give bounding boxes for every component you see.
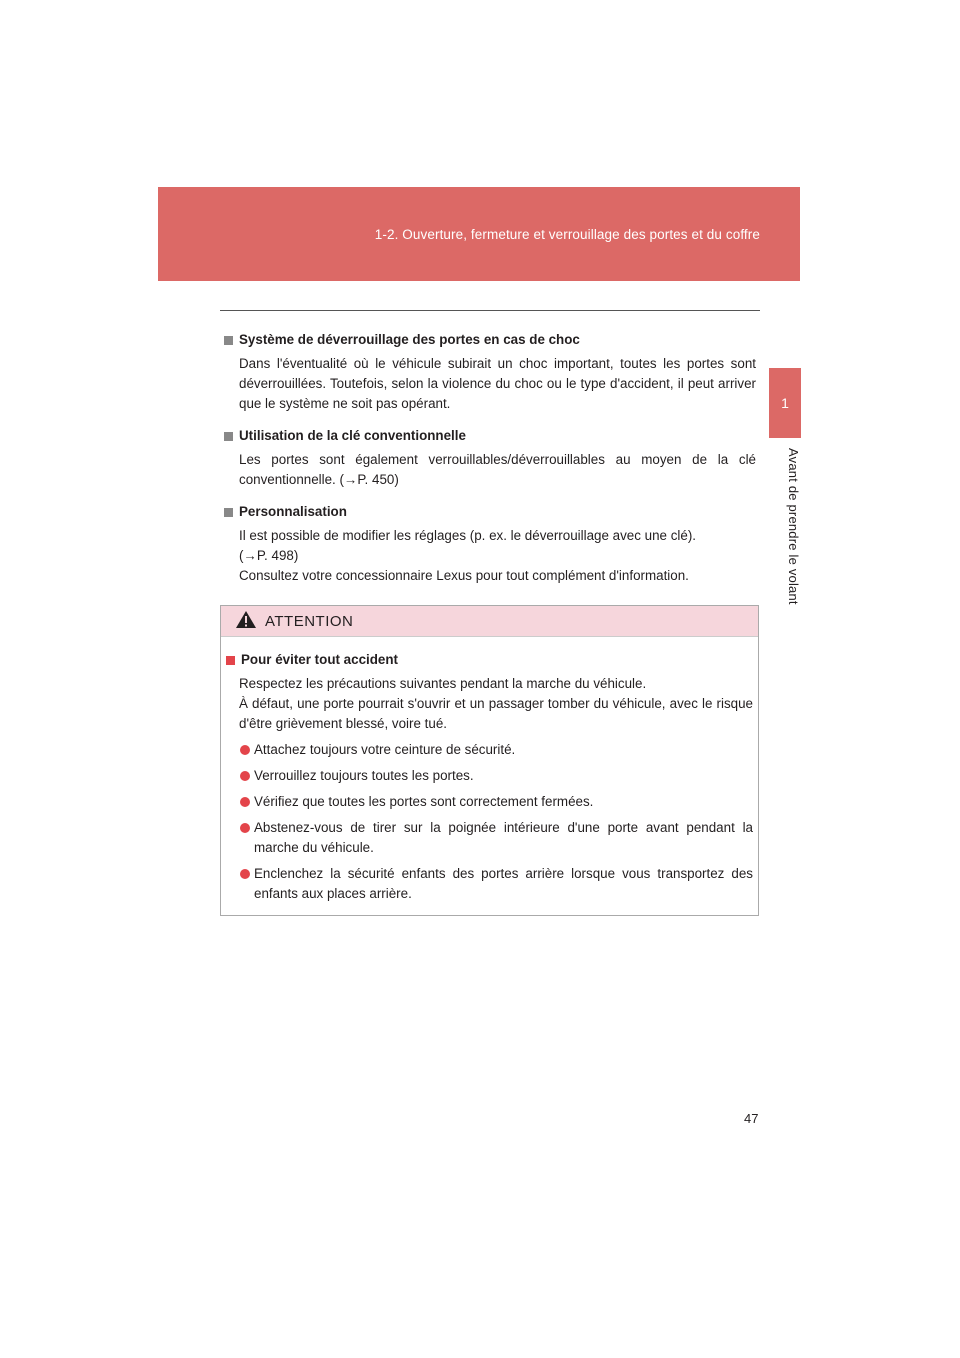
page-reference: (→P. 498) bbox=[239, 548, 299, 563]
bullet-dot-icon bbox=[240, 745, 250, 755]
chapter-number: 1 bbox=[781, 395, 789, 411]
warning-label: ATTENTION bbox=[265, 612, 354, 630]
warning-intro: À défaut, une porte pourrait s'ouvrir et un passager tomber du véhicule, avec le risque d'être grièvement blessé, voire tué. bbox=[239, 696, 753, 731]
list-item: Vérifiez que toutes les portes sont correctement fermées. bbox=[226, 792, 753, 812]
warning-triangle-icon bbox=[235, 610, 257, 633]
list-item: Enclenchez la sécurité enfants des portes arrière lorsque vous transportez des enfants aux places arrière. bbox=[226, 864, 753, 904]
warning-intro: Respectez les précautions suivantes pendant la marche du véhicule. bbox=[239, 676, 647, 691]
warning-header bbox=[221, 606, 758, 637]
square-bullet-icon bbox=[224, 508, 233, 517]
header-band bbox=[158, 187, 800, 281]
section-mechanical-key bbox=[224, 426, 756, 490]
warning-body bbox=[221, 637, 758, 904]
square-bullet-icon bbox=[224, 336, 233, 345]
section-heading: Système de déverrouillage des portes en cas de choc bbox=[239, 332, 580, 347]
page-number: 47 bbox=[744, 1111, 759, 1126]
chapter-label: Avant de prendre le volant bbox=[786, 448, 801, 605]
square-bullet-icon bbox=[226, 656, 235, 665]
bullet-dot-icon bbox=[240, 771, 250, 781]
section-customization bbox=[224, 502, 756, 586]
section-text-line: Il est possible de modifier les réglages (p. ex. le déverrouillage avec une clé). bbox=[239, 528, 697, 543]
main-content bbox=[224, 330, 756, 598]
chapter-tab bbox=[769, 368, 801, 438]
section-text: Les portes sont également verrouillables/déverrouillables au moyen de la clé conventionnelle. (→P. 450) bbox=[239, 452, 756, 487]
section-heading: Personnalisation bbox=[239, 504, 347, 519]
warning-bullet-list bbox=[226, 740, 753, 904]
section-crash-unlock bbox=[224, 330, 756, 414]
list-item: Verrouillez toujours toutes les portes. bbox=[226, 766, 753, 786]
list-item: Abstenez-vous de tirer sur la poignée intérieure d'une porte avant pendant la marche du véhicule. bbox=[226, 818, 753, 858]
warning-box bbox=[220, 605, 759, 916]
section-text: Dans l'éventualité où le véhicule subirait un choc important, toutes les portes sont déverrouillées. Toutefois, selon la violence du choc ou le type d'accident, il peut arriver que le système ne soit pas opérant. bbox=[239, 356, 756, 411]
top-rule bbox=[220, 310, 760, 311]
section-heading: Utilisation de la clé conventionnelle bbox=[239, 428, 466, 443]
bullet-dot-icon bbox=[240, 869, 250, 879]
list-item: Attachez toujours votre ceinture de sécurité. bbox=[226, 740, 753, 760]
square-bullet-icon bbox=[224, 432, 233, 441]
header-title: 1-2. Ouverture, fermeture et verrouillage des portes et du coffre bbox=[374, 227, 760, 242]
bullet-dot-icon bbox=[240, 823, 250, 833]
section-text-line: Consultez votre concessionnaire Lexus pour tout complément d'information. bbox=[239, 568, 689, 583]
bullet-dot-icon bbox=[240, 797, 250, 807]
warning-heading: Pour éviter tout accident bbox=[241, 652, 398, 667]
